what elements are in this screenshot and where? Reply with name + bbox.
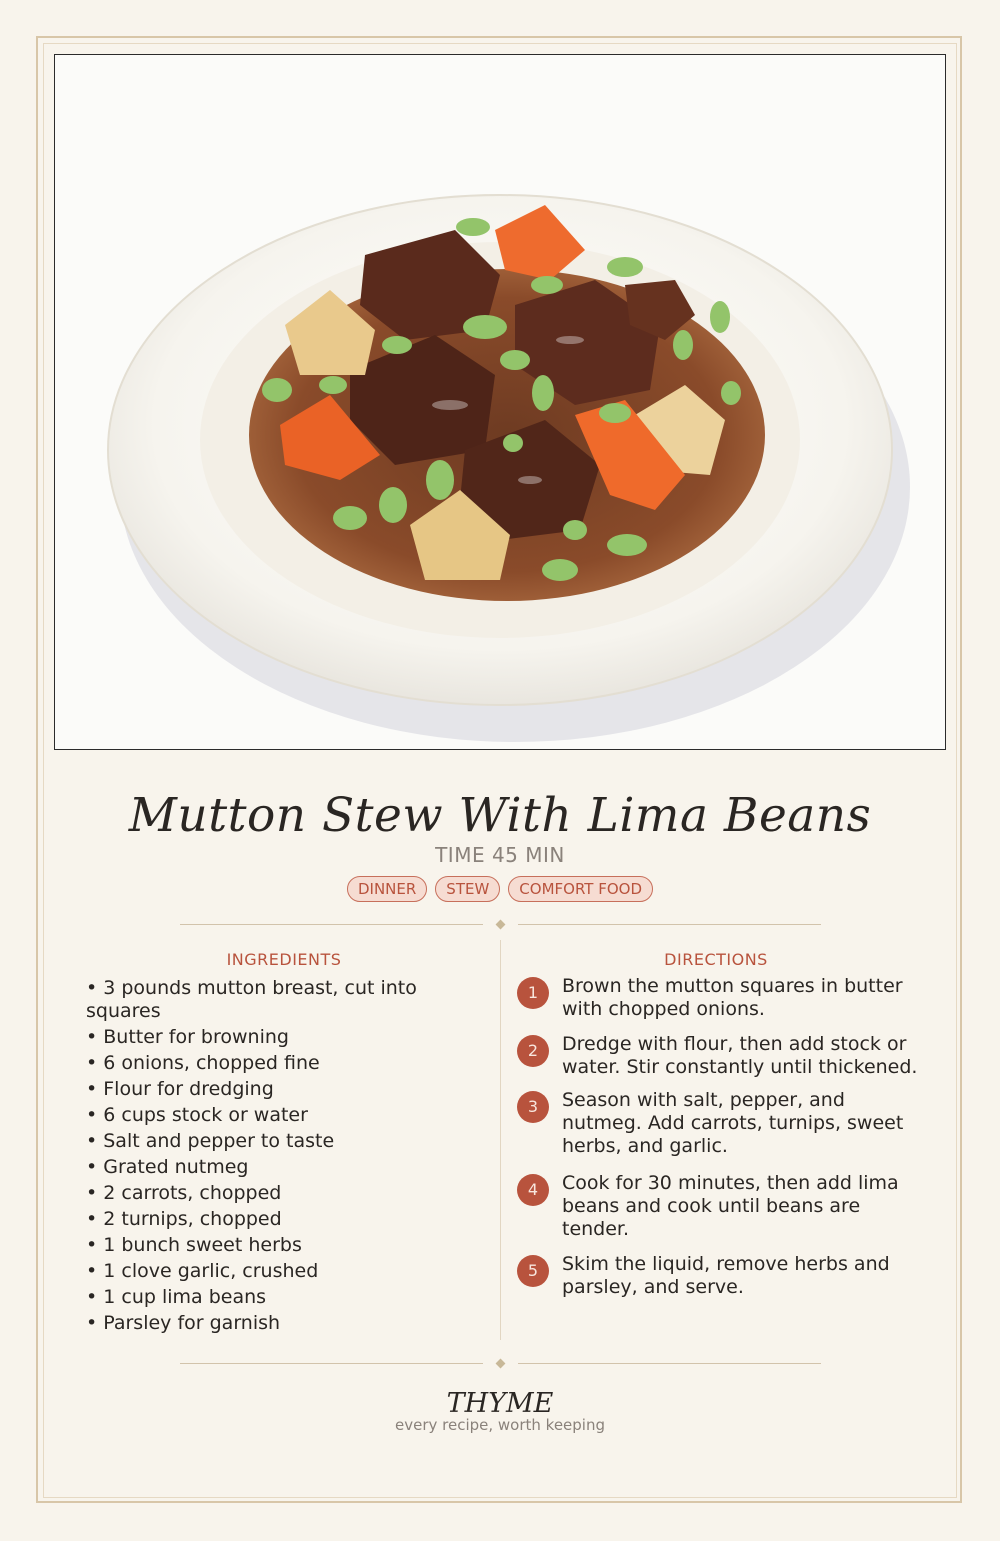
step-text: Skim the liquid, remove herbs and parsley, and serve.: [562, 1253, 890, 1298]
recipe-photo: [54, 54, 946, 750]
step-text: Season with salt, pepper, and nutmeg. Add carrots, turnips, sweet herbs, and garlic.: [562, 1089, 904, 1157]
bottom-divider-right: [518, 1363, 821, 1364]
ingredient-item: • 1 clove garlic, crushed: [86, 1260, 319, 1282]
ingredient-item: • 6 onions, chopped fine: [86, 1052, 320, 1074]
brand-tagline: every recipe, worth keeping: [394, 1416, 605, 1434]
step-number-badge: 2: [517, 1035, 549, 1067]
ingredient-item: • Grated nutmeg: [86, 1156, 249, 1178]
column-divider: [500, 940, 501, 1340]
ingredient-item: • 2 turnips, chopped: [86, 1208, 282, 1230]
step-number-badge: 4: [517, 1174, 549, 1206]
directions-heading: DIRECTIONS: [664, 950, 768, 969]
tag-list: [0, 876, 1000, 902]
ingredient-item: • Parsley for garnish: [86, 1312, 281, 1334]
recipe-title: Mutton Stew With Lima Beans: [128, 788, 872, 843]
direction-step: [517, 1253, 922, 1299]
brand-logo-text: THYME: [446, 1388, 554, 1419]
ingredient-item: • Butter for browning: [86, 1026, 289, 1048]
top-divider-right: [518, 924, 821, 925]
step-number-badge: 1: [517, 977, 549, 1009]
ingredient-item: • Flour for dredging: [86, 1078, 274, 1100]
ingredient-item: • 3 pounds mutton breast, cut into squares: [86, 977, 417, 1022]
step-text: Dredge with flour, then add stock or water. Stir constantly until thickened.: [562, 1033, 918, 1078]
ingredient-item: • Salt and pepper to taste: [86, 1130, 335, 1152]
top-divider-left: [180, 924, 483, 925]
ingredient-item: • 2 carrots, chopped: [86, 1182, 282, 1204]
ingredient-item: • 1 bunch sweet herbs: [86, 1234, 302, 1256]
ingredients-list: [86, 977, 476, 1338]
tag-comfort-food[interactable]: COMFORT FOOD: [508, 876, 653, 902]
ingredient-item: • 1 cup lima beans: [86, 1286, 267, 1308]
direction-step: [517, 975, 922, 1021]
direction-step: [517, 1033, 922, 1079]
recipe-time: TIME 45 MIN: [435, 843, 565, 867]
step-text: Brown the mutton squares in butter with chopped onions.: [562, 975, 903, 1020]
step-number-badge: 5: [517, 1255, 549, 1287]
stew-bowl-illustration: [55, 55, 945, 749]
ingredient-item: • 6 cups stock or water: [86, 1104, 308, 1126]
direction-step: [517, 1172, 922, 1241]
ingredients-heading: INGREDIENTS: [226, 950, 342, 969]
direction-step: [517, 1089, 922, 1158]
bottom-divider-left: [180, 1363, 483, 1364]
step-number-badge: 3: [517, 1091, 549, 1123]
directions-list: [517, 975, 922, 1299]
tag-dinner[interactable]: DINNER: [347, 876, 427, 902]
tag-stew[interactable]: STEW: [435, 876, 500, 902]
step-text: Cook for 30 minutes, then add lima beans and cook until beans are tender.: [562, 1172, 899, 1240]
